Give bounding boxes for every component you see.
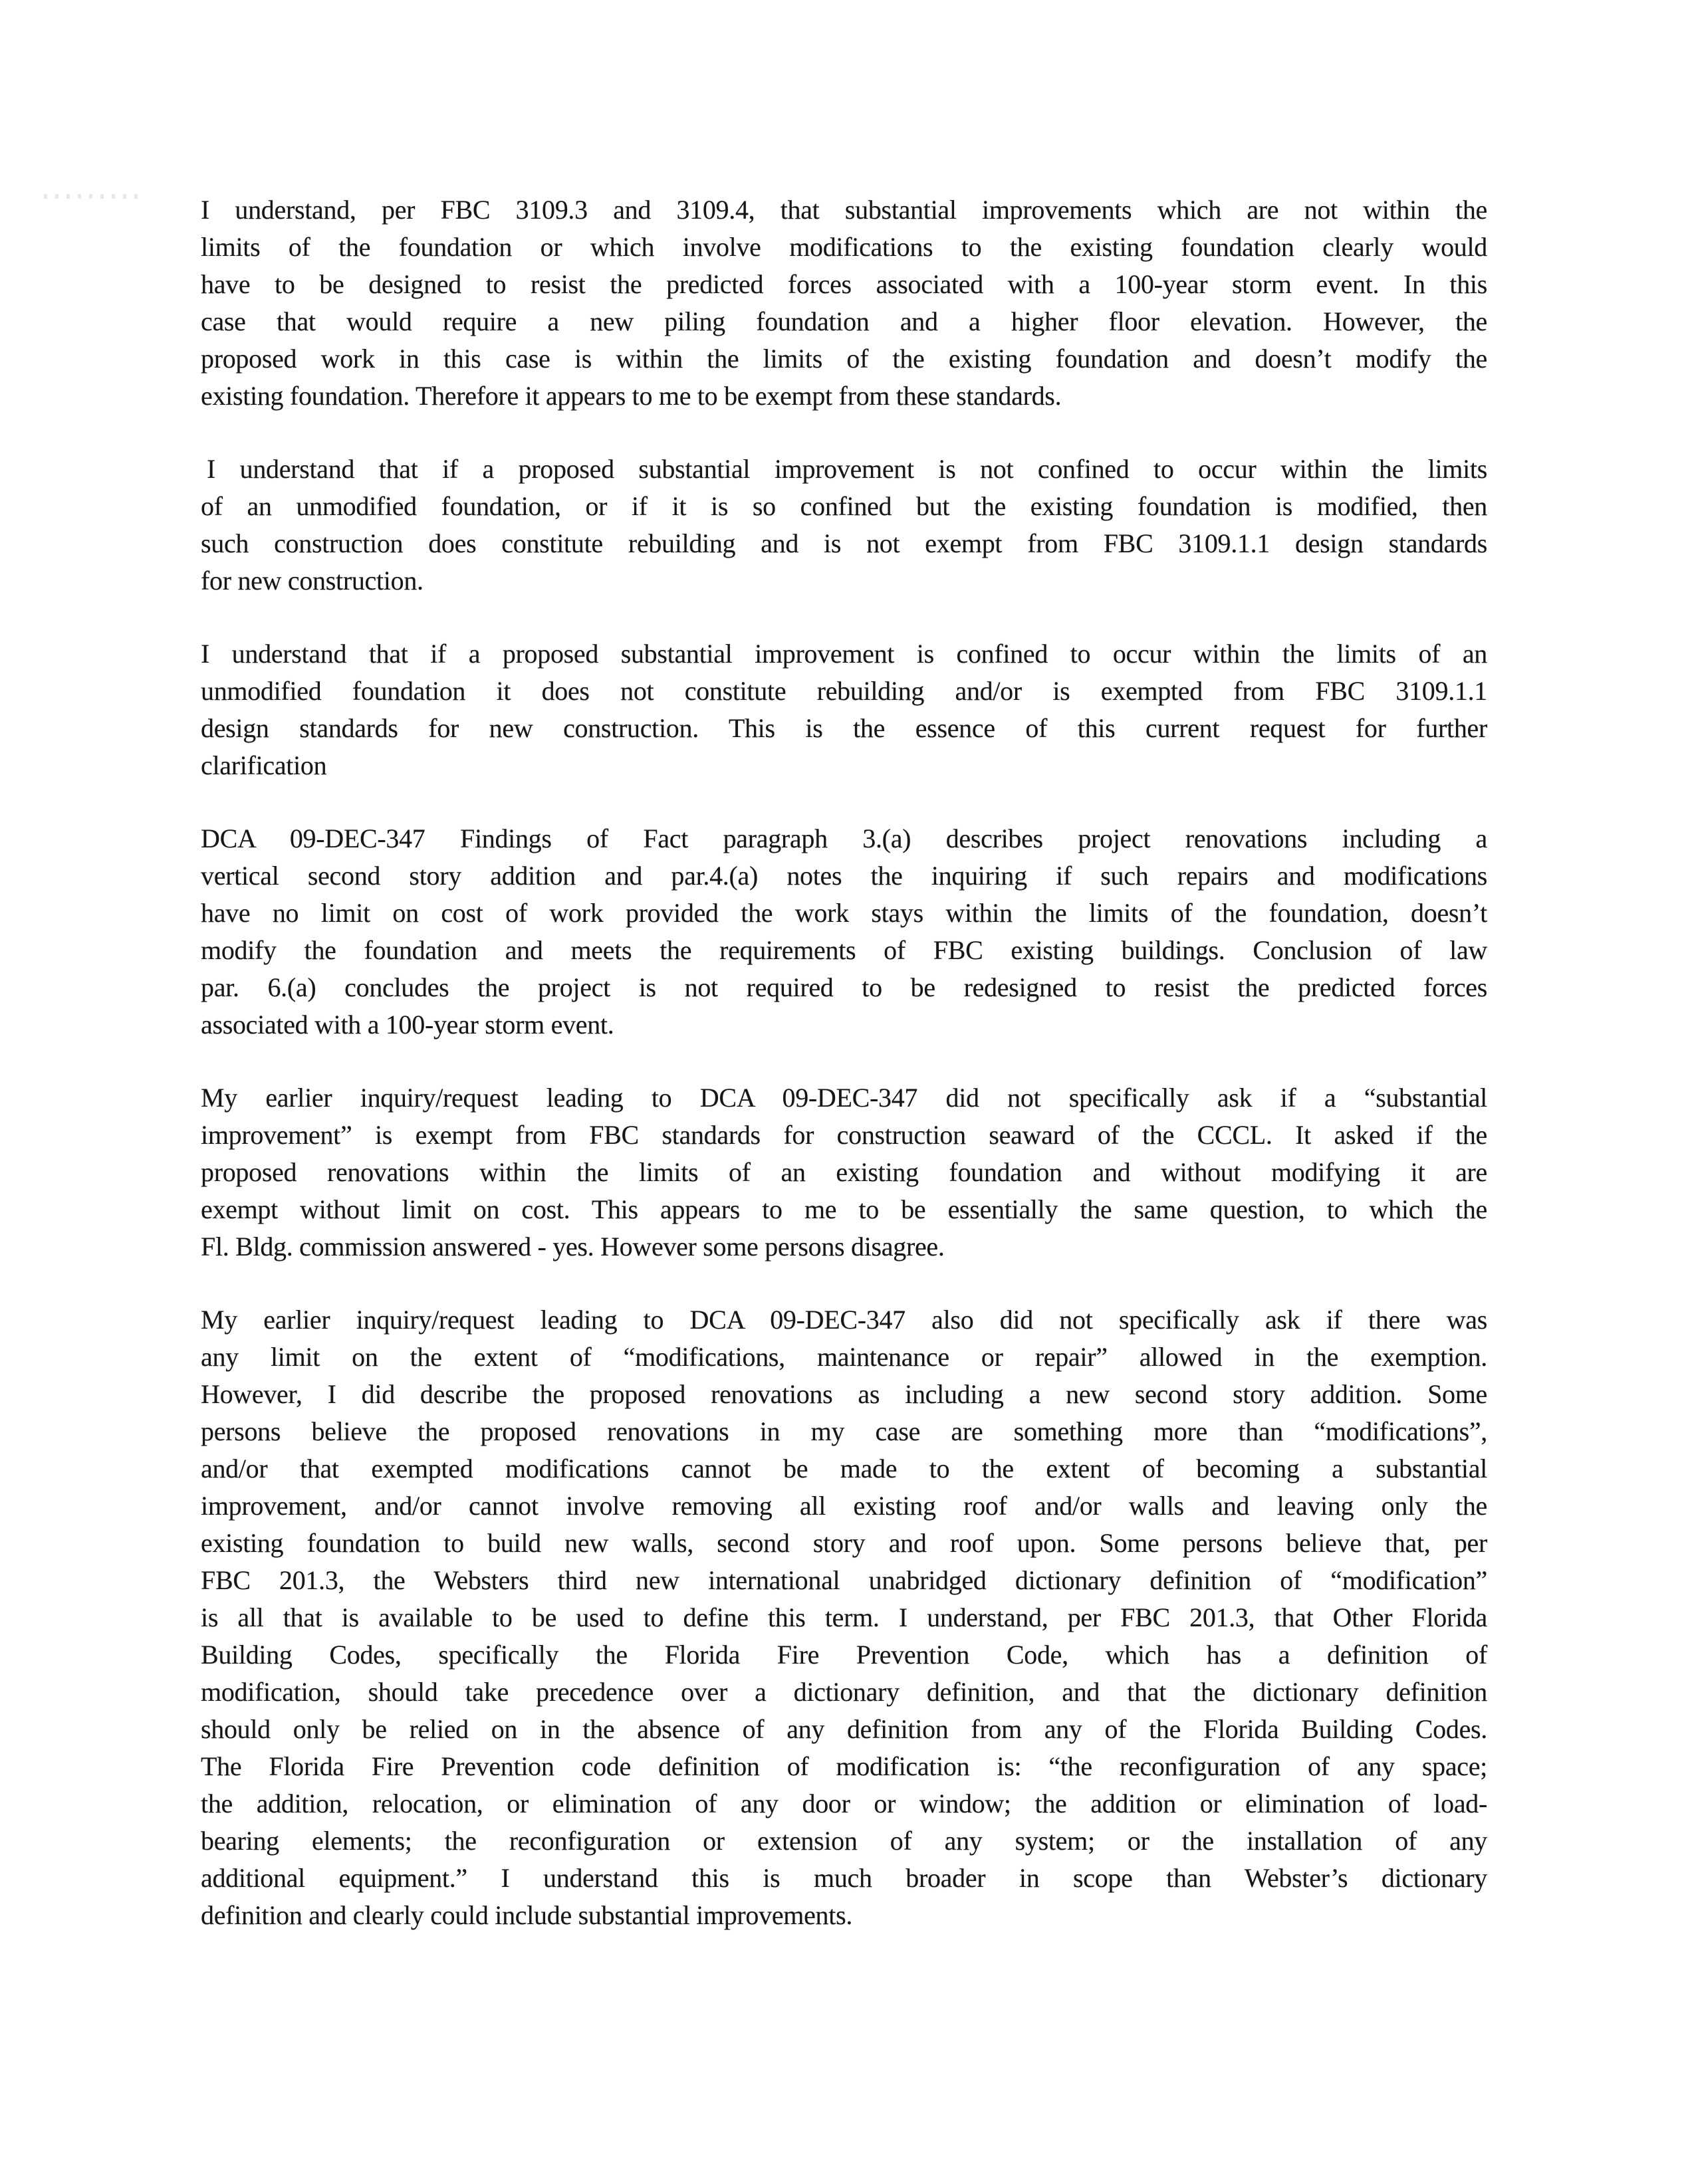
text-line: additional equipment.” I understand this is much broader in scope than Webster’s dictionary bbox=[201, 1863, 1487, 1893]
text-line: modification, should take precedence over a dictionary definition, and that the dictionary definition bbox=[201, 1677, 1487, 1707]
text-line: My earlier inquiry/request leading to DCA 09-DEC-347 did not specifically ask if a “substantial bbox=[201, 1083, 1487, 1113]
paragraph-2 bbox=[201, 451, 1487, 600]
text-line: existing foundation. Therefore it appears to me to be exempt from these standards. bbox=[201, 381, 1062, 411]
text-line: improvement, and/or cannot involve removing all existing roof and/or walls and leaving only the bbox=[201, 1491, 1487, 1521]
text-line: vertical second story addition and par.4.(a) notes the inquiring if such repairs and modifications bbox=[201, 861, 1487, 891]
text-line: Building Codes, specifically the Florida Fire Prevention Code, which has a definition of bbox=[201, 1640, 1487, 1670]
text-line: should only be relied on in the absence of any definition from any of the Florida Building Codes. bbox=[201, 1714, 1487, 1744]
text-line: par. 6.(a) concludes the project is not required to be redesigned to resist the predicted forces bbox=[201, 972, 1487, 1002]
text-line: proposed work in this case is within the limits of the existing foundation and doesn’t modify the bbox=[201, 344, 1487, 374]
text-line: for new construction. bbox=[201, 566, 423, 596]
text-line: is all that is available to be used to define this term. I understand, per FBC 201.3, that Other Florida bbox=[201, 1602, 1487, 1632]
text-line: FBC 201.3, the Websters third new international unabridged dictionary definition of “modification” bbox=[201, 1565, 1487, 1595]
letter-body bbox=[201, 191, 1487, 1970]
text-line: I understand that if a proposed substantial improvement is confined to occur within the limits of an bbox=[201, 639, 1487, 669]
paragraph-4 bbox=[201, 820, 1487, 1043]
text-line: such construction does constitute rebuilding and is not exempt from FBC 3109.1.1 design standards bbox=[201, 528, 1487, 558]
text-line: The Florida Fire Prevention code definition of modification is: “the reconfiguration of any space; bbox=[201, 1751, 1487, 1781]
text-line: My earlier inquiry/request leading to DCA 09-DEC-347 also did not specifically ask if there was bbox=[201, 1305, 1487, 1335]
text-line: of an unmodified foundation, or if it is so confined but the existing foundation is modified, then bbox=[201, 491, 1487, 521]
text-line: limits of the foundation or which involve modifications to the existing foundation clearly would bbox=[201, 232, 1487, 262]
text-line: design standards for new construction. This is the essence of this current request for further bbox=[201, 713, 1487, 743]
text-line: case that would require a new piling foundation and a higher floor elevation. However, the bbox=[201, 306, 1487, 336]
text-line: persons believe the proposed renovations in my case are something more than “modifications”, bbox=[201, 1416, 1487, 1446]
text-line: the addition, relocation, or elimination of any door or window; the addition or elimination of load- bbox=[201, 1789, 1487, 1818]
text-line: exempt without limit on cost. This appears to me to be essentially the same question, to which the bbox=[201, 1194, 1487, 1224]
text-line: have no limit on cost of work provided the work stays within the limits of the foundation, doesn’t bbox=[201, 898, 1487, 928]
text-line: unmodified foundation it does not constitute rebuilding and/or is exempted from FBC 3109.1.1 bbox=[201, 676, 1487, 706]
text-line: definition and clearly could include substantial improvements. bbox=[201, 1900, 853, 1930]
paragraph-5 bbox=[201, 1079, 1487, 1265]
text-line: any limit on the extent of “modifications, maintenance or repair” allowed in the exemption. bbox=[201, 1342, 1487, 1372]
text-line: bearing elements; the reconfiguration or extension of any system; or the installation of any bbox=[201, 1826, 1487, 1856]
paragraph-6 bbox=[201, 1301, 1487, 1934]
text-line: clarification bbox=[201, 750, 327, 780]
text-line: DCA 09-DEC-347 Findings of Fact paragraph 3.(a) describes project renovations including a bbox=[201, 823, 1487, 853]
text-line: have to be designed to resist the predicted forces associated with a 100-year storm event. In this bbox=[201, 269, 1487, 299]
text-line: associated with a 100-year storm event. bbox=[201, 1010, 614, 1039]
text-line: modify the foundation and meets the requirements of FBC existing buildings. Conclusion of law bbox=[201, 935, 1487, 965]
paragraph-3 bbox=[201, 635, 1487, 784]
text-line: However, I did describe the proposed renovations as including a new second story addition. Some bbox=[201, 1379, 1487, 1409]
paragraph-1 bbox=[201, 191, 1487, 415]
text-line: improvement” is exempt from FBC standards for construction seaward of the CCCL. It asked if the bbox=[201, 1120, 1487, 1150]
scan-noise-artifact bbox=[44, 194, 138, 199]
text-line: I understand that if a proposed substantial improvement is not confined to occur within the limits bbox=[207, 454, 1487, 484]
text-line: and/or that exempted modifications cannot be made to the extent of becoming a substantial bbox=[201, 1454, 1487, 1483]
text-line: I understand, per FBC 3109.3 and 3109.4, that substantial improvements which are not within the bbox=[201, 195, 1487, 225]
text-line: proposed renovations within the limits of an existing foundation and without modifying it are bbox=[201, 1157, 1487, 1187]
text-line: existing foundation to build new walls, second story and roof upon. Some persons believe that, per bbox=[201, 1528, 1487, 1558]
text-line: Fl. Bldg. commission answered - yes. However some persons disagree. bbox=[201, 1232, 945, 1261]
